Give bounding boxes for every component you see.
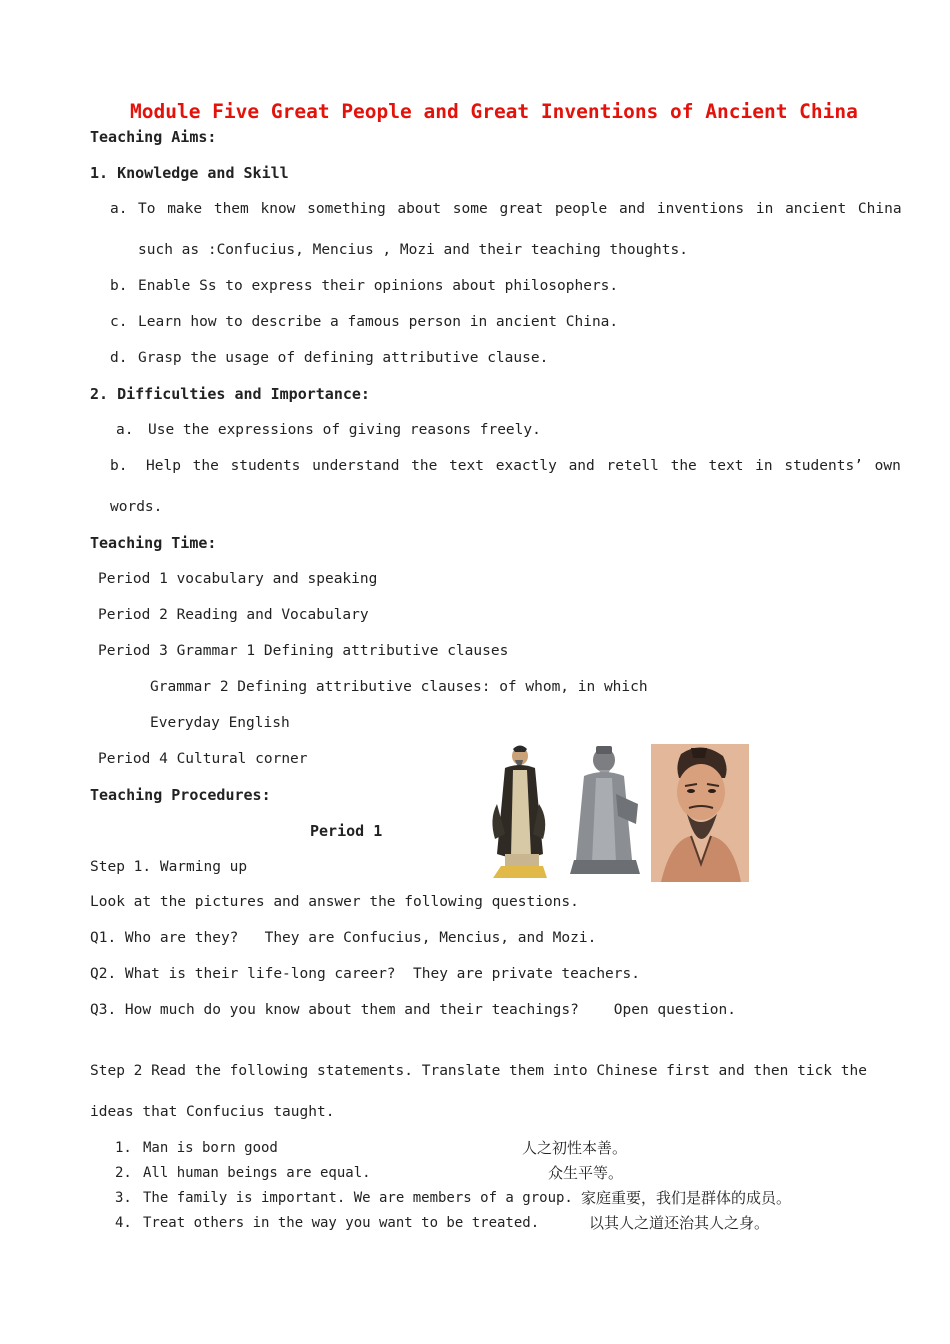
confucius-figure-image <box>483 744 555 880</box>
statement-3 <box>115 1189 573 1207</box>
statement-2 <box>115 1164 371 1182</box>
statement-number: 3. <box>115 1190 132 1206</box>
period-4-line: Period 4 Cultural corner <box>98 751 308 767</box>
teaching-time-heading: Teaching Time: <box>90 534 217 552</box>
step-2-line-2: ideas that Confucius taught. <box>90 1104 335 1120</box>
step-1-intro: Look at the pictures and answer the following questions. <box>90 894 579 910</box>
teaching-aims-heading: Teaching Aims: <box>90 128 217 146</box>
everyday-english-line: Everyday English <box>150 715 290 731</box>
difficulty-item-a <box>116 421 541 439</box>
difficulty-item-b <box>110 457 901 475</box>
item-marker: a. <box>116 422 134 438</box>
mencius-statue-image <box>566 744 644 878</box>
item-marker: c. <box>110 314 128 330</box>
question-3: Q3. How much do you know about them and their teachings? Open question. <box>90 1002 737 1018</box>
question-2: Q2. What is their life-long career? They are private teachers. <box>90 966 640 982</box>
item-marker: a. <box>110 201 128 217</box>
statement-4-chinese: 以其人之道还治其人之身。 <box>589 1214 770 1232</box>
statement-4 <box>115 1214 539 1232</box>
item-text: Learn how to describe a famous person in ancient China. <box>138 314 619 330</box>
knowledge-item-a <box>110 200 902 218</box>
difficulties-heading: 2. Difficulties and Importance: <box>90 385 370 403</box>
period-2-line: Period 2 Reading and Vocabulary <box>98 607 369 623</box>
step-2-line-1: Step 2 Read the following statements. Translate them into Chinese first and then tick the <box>90 1063 867 1079</box>
item-marker: b. <box>110 278 128 294</box>
knowledge-item-a-cont: such as :Confucius, Mencius , Mozi and their teaching thoughts. <box>138 242 688 258</box>
statement-english: Treat others in the way you want to be treated. <box>143 1215 540 1231</box>
knowledge-item-c <box>110 313 618 331</box>
mozi-portrait-image <box>651 744 749 882</box>
item-marker: d. <box>110 350 128 366</box>
statement-1 <box>115 1139 278 1157</box>
knowledge-item-b <box>110 277 618 295</box>
grammar-2-line: Grammar 2 Defining attributive clauses: of whom, in which <box>150 679 648 695</box>
statement-number: 4. <box>115 1215 132 1231</box>
item-text: Grasp the usage of defining attributive clause. <box>138 350 549 366</box>
item-marker: b. <box>110 458 128 474</box>
page-title: Module Five Great People and Great Inventions of Ancient China <box>130 100 858 123</box>
statement-3-chinese: 家庭重要，我们是群体的成员。 <box>581 1189 792 1207</box>
item-text: Use the expressions of giving reasons freely. <box>148 422 541 438</box>
step-1-heading: Step 1. Warming up <box>90 859 248 875</box>
statement-1-chinese: 人之初性本善。 <box>522 1139 628 1157</box>
period-1-line: Period 1 vocabulary and speaking <box>98 571 378 587</box>
statement-number: 1. <box>115 1140 132 1156</box>
statement-english: Man is born good <box>143 1140 278 1156</box>
difficulty-item-b-cont: words. <box>110 499 163 515</box>
statement-english: The family is important. We are members of a group. <box>143 1190 573 1206</box>
knowledge-item-d <box>110 349 548 367</box>
period-3-line: Period 3 Grammar 1 Defining attributive clauses <box>98 643 509 659</box>
item-text: Help the students understand the text exactly and retell the text in students’ own <box>146 458 901 474</box>
item-text: To make them know something about some great people and inventions in ancient China <box>138 201 902 217</box>
question-1: Q1. Who are they? They are Confucius, Mencius, and Mozi. <box>90 930 597 946</box>
item-text: Enable Ss to express their opinions about philosophers. <box>138 278 619 294</box>
statement-2-chinese: 众生平等。 <box>548 1164 624 1182</box>
statement-number: 2. <box>115 1165 132 1181</box>
knowledge-skill-heading: 1. Knowledge and Skill <box>90 164 289 182</box>
teaching-procedures-heading: Teaching Procedures: <box>90 786 271 804</box>
period-1-label: Period 1 <box>310 822 383 840</box>
statement-english: All human beings are equal. <box>143 1165 371 1181</box>
